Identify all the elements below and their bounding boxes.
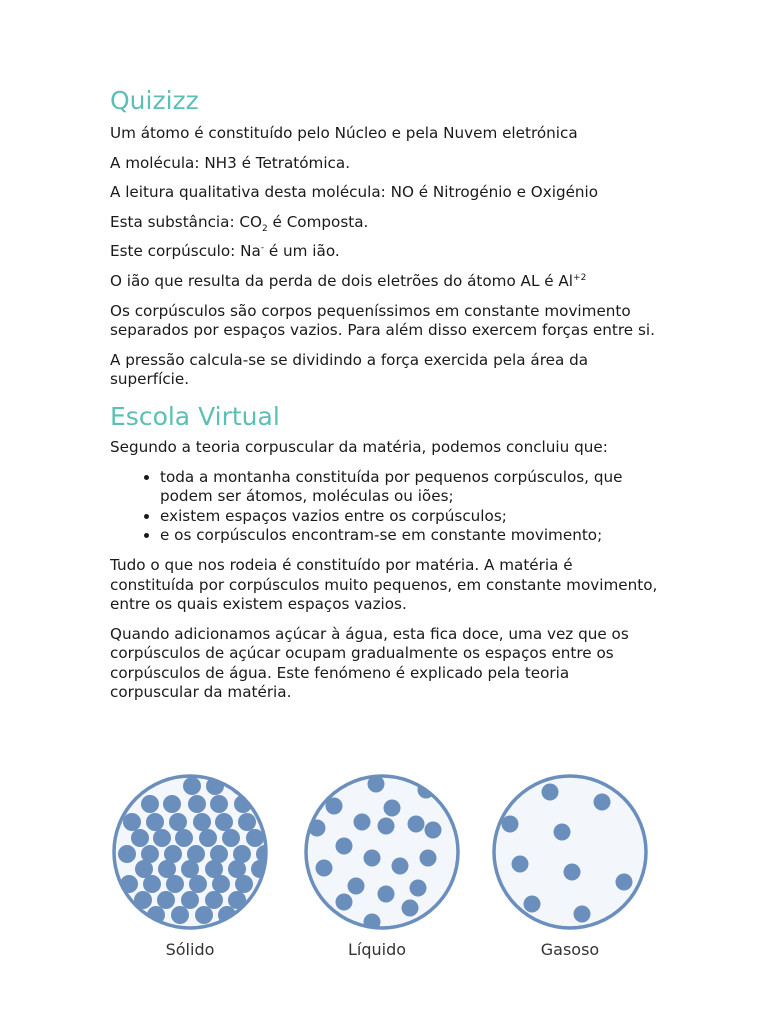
liquid-particle xyxy=(392,858,409,875)
paragraph-pressao: A pressão calcula-se se dividindo a força exercida pela área da superfície. xyxy=(110,350,589,389)
solid-particle xyxy=(157,891,175,909)
paragraph-corpusculo xyxy=(110,242,660,262)
solid-particle xyxy=(215,813,233,831)
solid-particle xyxy=(199,829,217,847)
liquid-particle xyxy=(316,860,333,877)
label-liquido: Líquido xyxy=(347,940,407,959)
solid-particle xyxy=(183,777,201,795)
document-page xyxy=(110,84,660,713)
subscript-2: 2 xyxy=(261,223,268,234)
solid-particle xyxy=(210,795,228,813)
solid-particle xyxy=(256,795,274,813)
solid-particle xyxy=(193,813,211,831)
solid-particle xyxy=(169,813,187,831)
solid-particle xyxy=(265,829,283,847)
solid-particle xyxy=(163,795,181,813)
solid-particle xyxy=(195,906,213,924)
paragraph-intro: Segundo a teoria corpuscular da matéria, podemos concluiu que: xyxy=(110,437,608,456)
gas-particle xyxy=(594,794,611,811)
paragraph-substancia xyxy=(110,213,660,233)
solid-particle xyxy=(189,875,207,893)
substancia-text: Esta substância: CO xyxy=(110,212,262,231)
solid-particle xyxy=(212,875,230,893)
liquid-particle xyxy=(364,850,381,867)
liquid-particle xyxy=(402,900,419,917)
solid-particle xyxy=(166,875,184,893)
solid-particle xyxy=(181,891,199,909)
paragraph-iao xyxy=(110,272,660,292)
solid-particle xyxy=(123,813,141,831)
solid-particle xyxy=(175,829,193,847)
paragraph-materia: Tudo o que nos rodeia é constituído por matéria. A matéria é constituída por corpúsculos muito pequenos, em constante movimento, entre os quais existem espaços vazios. xyxy=(110,555,658,614)
paragraph-atomo: Um átomo é constituído pelo Núcleo e pela Nuvem eletrónica xyxy=(110,124,578,142)
solid-particle xyxy=(188,795,206,813)
solid-particle xyxy=(143,875,161,893)
liquid-diagram xyxy=(306,776,458,931)
solid-diagram xyxy=(114,776,287,928)
liquid-particle xyxy=(378,886,395,903)
paragraph-leitura: A leitura qualitativa desta molécula: NO é Nitrogénio e Oxigénio xyxy=(110,183,599,202)
solid-particle xyxy=(269,860,287,878)
liquid-particle xyxy=(384,800,401,817)
bullet-list xyxy=(110,468,660,546)
label-solido: Sólido xyxy=(165,940,215,959)
solid-particle xyxy=(246,829,264,847)
label-gasoso: Gasoso xyxy=(540,940,600,959)
liquid-particle xyxy=(336,838,353,855)
paragraph-corpusculos: Os corpúsculos são corpos pequeníssimos em constante movimento separados por espaços vazios. Para além disso exercem forças entre si. xyxy=(110,301,655,340)
substancia-text-end: é Composta. xyxy=(267,212,369,231)
liquid-particle xyxy=(322,914,339,931)
heading-escola-virtual: Escola Virtual xyxy=(110,401,280,431)
list-item: • existem espaços vazios entre os corpúsculos; xyxy=(160,507,660,527)
gas-particle xyxy=(554,824,571,841)
solid-particle xyxy=(153,829,171,847)
gas-particle xyxy=(616,874,633,891)
solid-particle xyxy=(146,813,164,831)
solid-particle xyxy=(235,875,253,893)
superscript-plus2: +2 xyxy=(573,272,587,283)
gas-particle xyxy=(502,816,519,833)
list-item: • toda a montanha constituída por pequenos corpúsculos, que podem ser átomos, moléculas ou iões; xyxy=(160,468,660,507)
corpusculo-text: Este corpúsculo: Na xyxy=(110,242,261,261)
corpusculo-text-end: é um ião. xyxy=(264,242,340,261)
solid-particle xyxy=(171,906,189,924)
liquid-particle xyxy=(425,822,442,839)
gas-particle xyxy=(542,784,559,801)
solid-particle xyxy=(131,829,149,847)
liquid-particle xyxy=(408,816,425,833)
gas-particle xyxy=(512,856,529,873)
solid-particle xyxy=(231,777,249,795)
liquid-particle xyxy=(348,878,365,895)
gas-diagram xyxy=(494,776,646,928)
liquid-particle xyxy=(336,894,353,911)
solid-particle xyxy=(205,891,223,909)
solid-particle xyxy=(141,795,159,813)
solid-particle xyxy=(241,906,259,924)
list-item: • e os corpúsculos encontram-se em constante movimento; xyxy=(160,526,660,546)
heading-quizizz: Quizizz xyxy=(110,86,199,115)
iao-text: O ião que resulta da perda de dois eletrões do átomo AL é Al xyxy=(110,271,574,290)
liquid-particle xyxy=(378,818,395,835)
states-of-matter-svg xyxy=(110,772,650,972)
solid-particle xyxy=(118,845,136,863)
paragraph-acucar: Quando adicionamos açúcar à água, esta fica doce, uma vez que os corpúsculos de açúcar ocupam gradualmente os espaços entre os corpúsculos de água. Este fenómeno é explicado pela teoria corpuscular da matéria. xyxy=(110,624,629,702)
gas-particle xyxy=(574,906,591,923)
liquid-particle xyxy=(410,880,427,897)
solid-particle xyxy=(222,829,240,847)
superscript-minus: - xyxy=(260,243,265,254)
gas-particle xyxy=(564,864,581,881)
liquid-particle xyxy=(420,850,437,867)
gas-particle xyxy=(524,896,541,913)
solid-particle xyxy=(238,813,256,831)
states-of-matter-figure xyxy=(110,772,650,972)
paragraph-molecula: A molécula: NH3 é Tetratómica. xyxy=(110,153,351,172)
liquid-particle xyxy=(354,814,371,831)
